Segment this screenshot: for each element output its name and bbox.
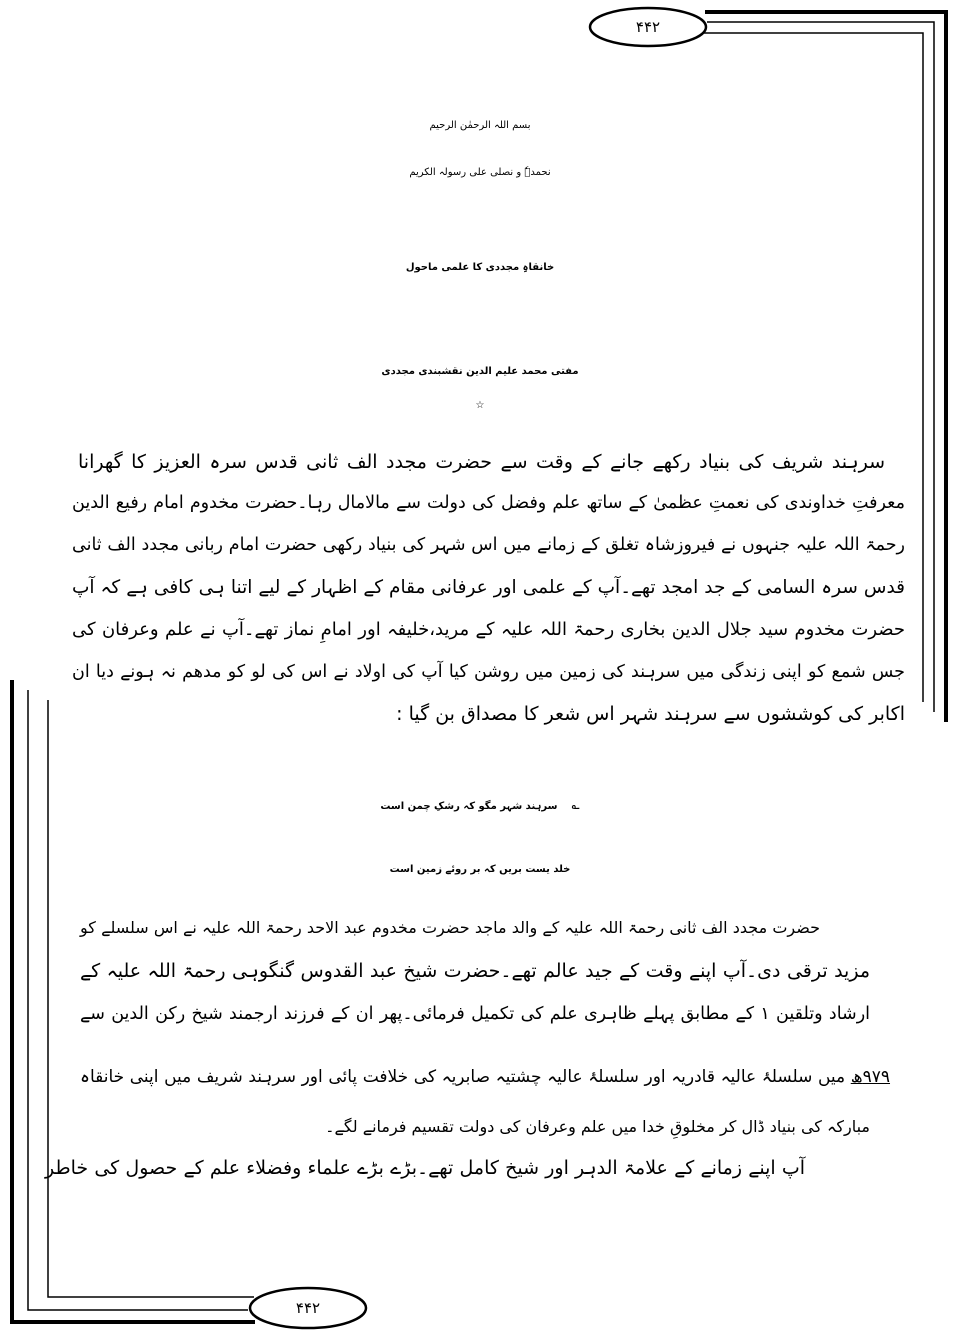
paragraph1-line: معرفتِ خداوندی کی نعمتِ عظمیٰ کے ساتھ علم وفضل کی دولت سے مالامال رہا۔حضرت مخدوم امام رفیع الدین xyxy=(72,493,905,513)
paragraph3-line: آپ اپنے زمانے کے علامۃ الدہر اور شیخ کامل تھے۔بڑے بڑے علماء وفضلاء علم کے حصول کی خاطر xyxy=(45,1157,805,1179)
salutation: نحمدہٗ و نصلی علی رسولہ الکریم xyxy=(409,167,551,178)
page-number-top: ۴۴۲ xyxy=(635,18,661,36)
verse-text: سرہند شہر مگو کہ رشکِ چمن است xyxy=(380,801,558,812)
verse-line-2: خلد یست بریں کہ بر روئے زمین است xyxy=(389,864,571,875)
hijri-year: ۹۷۹ھ xyxy=(850,1067,891,1087)
verse-line-1 xyxy=(0,797,960,813)
author-name: مفتی محمد علیم الدین نقشبندی مجددی xyxy=(381,366,579,377)
paragraph2-line: مبارکہ کی بنیاد ڈال کر مخلوقِ خدا میں علم وعرفان کی دولت تقسیم فرمانے لگے۔ xyxy=(325,1117,870,1136)
page-number-bottom: ۴۴۲ xyxy=(295,1299,321,1317)
paragraph2-line: مزید ترقی دی۔آپ اپنے وقت کے جید عالم تھے۔حضرت شیخ عبد القدوس گنگوہی رحمۃ اللہ علیہ کے xyxy=(80,960,870,982)
paragraph1-line: جس شمع کو اپنی زندگی میں سرہند کی زمین میں روشن کیا آپ کی اولاد نے اس کی لو کو مدھم نہ ہونے دیا ان xyxy=(72,662,905,682)
star-separator-icon: ☆ xyxy=(475,400,485,411)
paragraph2-line-text: میں سلسلۂ عالیہ قادریہ اور سلسلۂ عالیہ چشتیہ صابریہ کی خلافت پائی اور سرہند شریف میں اپنی خانقاہ xyxy=(80,1067,846,1087)
paragraph1-line: اکابر کی کوششوں سے سرہند شہر اس شعر کا مصداق بن گیا : xyxy=(396,703,905,725)
paragraph2-line: ارشاد وتلقین ۱ کے مطابق پہلے ظاہری علم کی تکمیل فرمائی۔پھر ان کے فرزند ارجمند شیخ رکن الدین سے xyxy=(80,1004,871,1024)
verse-mark: ؎ xyxy=(571,797,580,813)
paragraph1-line: حضرت مخدوم سید جلال الدین بخاری رحمۃ اللہ علیہ کے مرید،خلیفہ اور امامِ نماز تھے۔آپ نے علم وعرفان کی xyxy=(72,619,905,640)
paragraph1-line: قدس سرہ السامی کے جد امجد تھے۔آپ کے علمی اور عرفانی مقام کے اظہار کے لیے اتنا ہی کافی ہے کہ آپ xyxy=(72,577,905,598)
paragraph1-line: رحمۃ اللہ علیہ جنہوں نے فیروزشاہ تغلق کے زمانے میں اس شہر کی بنیاد رکھی حضرت امام ربانی مجدد الف ثانی xyxy=(72,535,905,555)
bismillah: بسم اللہ الرحمٰن الرحیم xyxy=(429,120,531,131)
paragraph1-line: سرہند شریف کی بنیاد رکھے جانے کے وقت سے حضرت مجدد الف ثانی قدس سرہ العزیز کا گھرانا xyxy=(78,451,885,473)
paragraph2-line xyxy=(80,1062,890,1092)
paragraph2-line: حضرت مجدد الف ثانی رحمۃ اللہ علیہ کے والد ماجد حضرت مخدوم عبد الاحد رحمۃ اللہ علیہ نے اس سلسلے کو xyxy=(80,918,820,937)
page-title: خانقاہِ مجددی کا علمی ماحول xyxy=(405,262,555,273)
